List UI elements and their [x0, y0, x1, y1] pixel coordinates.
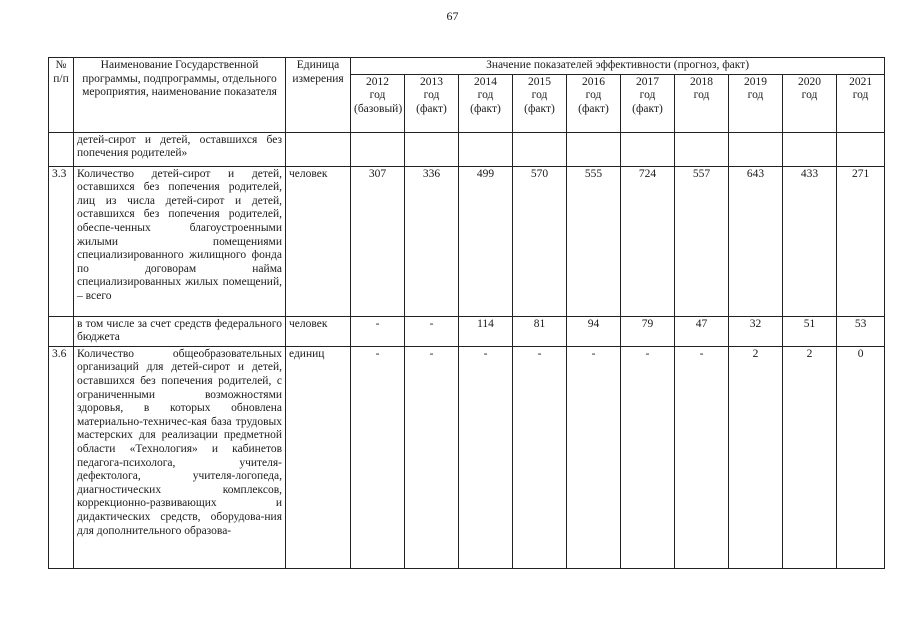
value-cell — [837, 132, 885, 166]
value-cell: 32 — [729, 316, 783, 346]
value-cell — [621, 132, 675, 166]
value-cell: 81 — [513, 316, 567, 346]
row-name: Количество детей-сирот и детей, оставшихся без попечения родителей, лиц из числа детей-сирот и детей, оставшихся без попечения родителей, обеспе-ченных благоустроенными жилыми помещениями специализированного жилищного фонда по договорам найма специализированных жилых помещений, – всего — [74, 166, 286, 316]
value-cell: 499 — [459, 166, 513, 316]
value-cell — [351, 132, 405, 166]
value-cell: 94 — [567, 316, 621, 346]
value-cell: 724 — [621, 166, 675, 316]
header-year: 2013 год (факт) — [405, 74, 459, 132]
row-num — [49, 132, 74, 166]
value-cell: - — [567, 346, 621, 568]
value-cell: - — [675, 346, 729, 568]
value-cell — [783, 132, 837, 166]
value-cell: 0 — [837, 346, 885, 568]
value-cell — [567, 132, 621, 166]
value-cell: 307 — [351, 166, 405, 316]
table-row — [49, 316, 885, 346]
value-cell: 114 — [459, 316, 513, 346]
row-unit: человек — [286, 166, 351, 316]
header-name: Наименование Государственной программы, подпрограммы, отдельного мероприятия, наименование показателя — [74, 58, 286, 133]
table-row — [49, 166, 885, 316]
header-year: 2021 год — [837, 74, 885, 132]
value-cell — [459, 132, 513, 166]
row-name: детей-сирот и детей, оставшихся без попечения родителей» — [74, 132, 286, 166]
value-cell: 271 — [837, 166, 885, 316]
header-num: № п/п — [49, 58, 74, 133]
value-cell — [405, 132, 459, 166]
header-year: 2016 год (факт) — [567, 74, 621, 132]
header-year: 2019 год — [729, 74, 783, 132]
value-cell: 643 — [729, 166, 783, 316]
value-cell: 557 — [675, 166, 729, 316]
row-name: в том числе за счет средств федерального бюджета — [74, 316, 286, 346]
value-cell: - — [405, 346, 459, 568]
header-year: 2018 год — [675, 74, 729, 132]
value-cell: 336 — [405, 166, 459, 316]
row-unit — [286, 132, 351, 166]
value-cell: - — [621, 346, 675, 568]
value-cell — [729, 132, 783, 166]
row-unit: человек — [286, 316, 351, 346]
row-name: Количество общеобразовательных организаций для детей-сирот и детей, оставшихся без попечения родителей, с ограниченными возможностями здоровья, в которых обновлена материально-техничес-кая база трудовых мастерских для реализации предметной области «Технология» и кабинетов педагога-психолога, учителя-дефектолога, учителя-логопеда, диагностических комплексов, коррекционно-развивающих и дидактических средств, оборудова-ния для дополнительного образова- — [74, 346, 286, 568]
header-year: 2014 год (факт) — [459, 74, 513, 132]
value-cell: 2 — [729, 346, 783, 568]
row-num — [49, 316, 74, 346]
row-num: 3.3 — [49, 166, 74, 316]
table-row — [49, 132, 885, 166]
header-year: 2015 год (факт) — [513, 74, 567, 132]
value-cell: - — [351, 346, 405, 568]
header-year: 2012 год (базовый) — [351, 74, 405, 132]
header-values: Значение показателей эффективности (прогноз, факт) — [351, 58, 885, 75]
value-cell: 555 — [567, 166, 621, 316]
header-unit: Единица измерения — [286, 58, 351, 133]
value-cell: 79 — [621, 316, 675, 346]
value-cell: - — [513, 346, 567, 568]
header-year: 2020 год — [783, 74, 837, 132]
value-cell: 47 — [675, 316, 729, 346]
row-num: 3.6 — [49, 346, 74, 568]
indicators-table — [48, 57, 885, 569]
value-cell: 570 — [513, 166, 567, 316]
value-cell: 2 — [783, 346, 837, 568]
value-cell — [513, 132, 567, 166]
header-year: 2017 год (факт) — [621, 74, 675, 132]
value-cell: 51 — [783, 316, 837, 346]
value-cell: 433 — [783, 166, 837, 316]
table-row — [49, 346, 885, 568]
value-cell — [675, 132, 729, 166]
page-number: 67 — [446, 9, 459, 23]
value-cell: - — [351, 316, 405, 346]
value-cell: 53 — [837, 316, 885, 346]
value-cell: - — [405, 316, 459, 346]
value-cell: - — [459, 346, 513, 568]
row-unit: единиц — [286, 346, 351, 568]
